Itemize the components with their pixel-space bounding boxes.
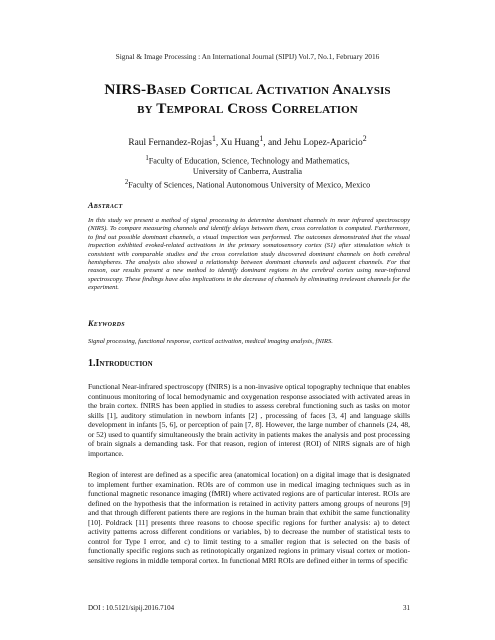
page-number: 31	[403, 604, 410, 612]
affiliation-mark: 1	[145, 155, 149, 162]
affiliation-1-line-2: University of Canberra, Australia	[192, 167, 303, 177]
title-line-2: by Temporal Cross Correlation	[137, 100, 358, 117]
author-affiliation-mark: 1	[211, 134, 216, 143]
affiliation-1	[0, 154, 495, 167]
section-number: 1.	[88, 358, 96, 369]
intro-paragraph-2: Region of interest are defined as a specific area (anatomical location) on a digital image that is designated to implement further examination. ROIs are of common use in medical imaging techniques such as in functional magnetic resonance imaging (fMRI) where activated regions are of particular interest. ROIs are defined on the hypothesis that the information is retained in activity patters among groups of neurons [9] and that through different patients there are regions in the human brain that exhibit the same functionality [10]. Poldrack [11] presents three reasons to choose specific regions for further analysis: a) to detect activity patterns across different conditions or variables, b) to decrease the number of statistical tests to control for Type I error, and c) to limit testing to a smaller region that is selected on the basis of functionally specific regions such as retinotopically organized regions in primary visual cortex or motion-sensitive regions in middle temporal cortex. In functional MRI ROIs are defined either in terms of specific	[88, 470, 410, 565]
title-line-1: NIRS-Based Cortical Activation Analysis	[104, 81, 391, 98]
keywords-text: Signal processing, functional response, cortical activation, medical imaging analysis, fNIRS.	[88, 338, 333, 345]
affiliation-mark: 2	[124, 178, 129, 186]
author-name: Jehu Lopez-Aparicio	[283, 138, 363, 149]
author-name: Xu Huang	[220, 138, 260, 149]
author-affiliation-mark: 1	[259, 134, 264, 143]
keywords-heading: Keywords	[88, 319, 125, 328]
author-list: Raul Fernandez-Rojas$^1$, Xu Huang$^1$, and Jehu Lopez-Aparicio$^2$	[128, 134, 367, 149]
author-separator: , and	[263, 138, 284, 149]
abstract-heading: Abstract	[88, 201, 123, 210]
section-title: Introduction	[95, 358, 153, 369]
journal-header: Signal & Image Processing : An International Journal (SIPIJ) Vol.7, No.1, February 2016	[115, 52, 380, 61]
affiliation-text: Faculty of Sciences, National Autonomous University of Mexico, Mexico	[128, 180, 371, 190]
affiliations	[0, 154, 495, 191]
paper-title	[20, 80, 475, 118]
abstract-text: In this study we present a method of signal processing to determine dominant channels in near infrared spectroscopy (NIRS). To compare measuring channels and identify delays between them, cross correlation is computed. Furthermore, to find out possible dominant channels, a visual inspection was performed. The outcomes demonstrated that the visual inspection exhibited evoked-related activations in the primary somatosensory cortex (S1) after stimulation which is consistent with comparable studies and the cross correlation study discovered dominant channels on both cerebral hemispheres. The analysis also showed a relationship between dominant channels and adjacent channels. For that reason, our results present a new method to identify dominant regions in the cerebral cortex using near-infrared spectroscopy. These findings have also implications in the decrease of channels by eliminating irrelevant channels for the experiment.	[88, 217, 410, 292]
intro-paragraph-1: Functional Near-infrared spectroscopy (fNIRS) is a non-invasive optical topography technique that enables continuous monitoring of local hemodynamic and oxygenation response associated with activated areas in the brain cortex. fNIRS has been applied in studies to assess cerebral functioning such as tasks on motor skills [1], auditory stimulation in newborn infants [2] , processing of faces [3, 4] and language skills development in infants [5, 6], or perception of pain [7, 8]. However, the large number of channels (24, 48, or 52) used to quantify simultaneously the brain activity in patients makes the analysis and post processing of brain signals a demanding task. For that reason, region of interest (ROI) of NIRS signals are of high importance.	[88, 382, 410, 458]
affiliation-2	[0, 178, 495, 191]
section-heading-introduction	[88, 358, 153, 369]
page-footer	[88, 604, 410, 612]
author-name: Raul Fernandez-Rojas	[128, 138, 212, 149]
author-affiliation-mark: 2	[362, 134, 367, 143]
doi-text: DOI : 10.5121/sipij.2016.7104	[88, 604, 175, 612]
affiliation-text: Faculty of Education, Science, Technology and Mathematics,	[148, 156, 350, 166]
